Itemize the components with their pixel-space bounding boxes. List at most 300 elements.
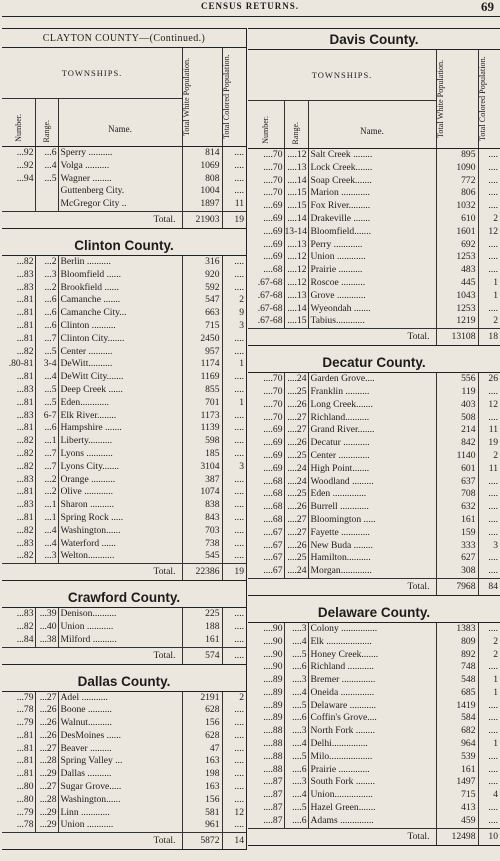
township-name: Sugar Grove..... [58,781,182,794]
township-name: Tabius............ [308,315,436,328]
township-name: Elk River........ [58,410,182,423]
colored-population: .... [488,552,498,564]
total-colored: 10 [478,828,500,845]
table-row [2,294,246,307]
township-number: ....69 [248,239,284,252]
colored-population: 12 [488,225,498,237]
county-section-clinton-county [2,235,246,581]
table-row [248,187,500,200]
white-population: 843 [182,512,222,525]
table-row [2,371,246,384]
colored-population: .... [234,633,244,645]
township-range: ...29 [35,819,58,832]
table-row [248,476,500,489]
white-population: 156 [182,794,222,807]
white-population: 1074 [182,486,222,499]
township-range: ...40 [35,621,58,634]
table-row [2,320,246,333]
township-number: ...82 [2,448,35,461]
white-population: 1069 [182,160,222,173]
table-row [248,251,500,264]
white-population: 3104 [182,461,222,474]
township-range: ...26 [35,730,58,743]
township-number: ....87 [248,815,284,828]
township-range: ....15 [284,315,308,328]
white-population: 1174 [182,358,222,371]
township-range: ....13 [284,162,308,175]
township-name: Grand River....... [308,424,436,437]
township-number: .67-68 [248,315,284,328]
township-range: ...6 [35,294,58,307]
white-population: 548 [436,674,478,687]
township-number: ....67 [248,527,284,540]
township-range: ....6 [284,712,308,725]
white-population: 198 [182,768,222,781]
township-number: ....89 [248,687,284,700]
township-range: ....12 [284,277,308,290]
county-title: Clinton County. [2,235,246,256]
township-number: ...82 [2,435,35,448]
township-number: ...94 [2,173,35,186]
township-name: DesMoines ...... [58,730,182,743]
township-range: ....25 [284,386,308,399]
township-number: .67-68 [248,277,284,290]
township-name: Adams .............. [308,815,436,828]
table-row [248,213,500,226]
table-row [2,198,246,211]
white-population: 663 [182,307,222,320]
township-number: ....89 [248,674,284,687]
township-number: ...92 [2,147,35,160]
column-header [248,50,500,149]
colored-population: .... [234,620,244,632]
total-label: Total. [2,647,182,664]
township-range: ...3 [35,269,58,282]
township-name: Milo.................. [308,751,436,764]
white-population: 1219 [436,315,478,328]
township-range: ....25 [284,552,308,565]
township-number: ....69 [248,463,284,476]
total-white: 574 [182,647,222,664]
header-divider [308,100,309,148]
township-number: ....68 [248,476,284,489]
township-range: ...6 [35,147,58,160]
colored-population: .... [234,435,244,447]
total-white: 7968 [436,578,478,595]
county-title: Crawford County. [2,587,246,608]
table-row [248,386,500,399]
number-label: Number. [261,116,270,144]
white-population-label: Total White Population. [436,59,445,139]
township-name: Grove ............ [308,290,436,303]
total-label: Total. [2,564,182,581]
township-number: ....68 [248,514,284,527]
township-number: ...79 [2,692,35,705]
table-row [2,704,246,717]
township-table [2,256,246,581]
township-name: Hamilton.......... [308,552,436,565]
white-population: 738 [182,538,222,551]
table-row [248,463,500,476]
township-name: Clinton City....... [58,333,182,346]
township-range: ....15 [284,200,308,213]
colored-population: 19 [488,437,498,449]
township-number: ....70 [248,175,284,188]
township-name: Colony ............... [308,623,436,636]
township-range: ....14 [284,213,308,226]
township-range: ...6 [35,422,58,435]
white-population: 403 [436,399,478,412]
colored-population: .... [488,200,498,212]
township-name: Union ........... [58,621,182,634]
township-range: ....24 [284,463,308,476]
total-row [248,578,500,595]
total-label: Total. [248,329,436,346]
colored-population: 11 [488,462,498,474]
table-row [2,730,246,743]
table-row [2,333,246,346]
township-name: Union................ [308,789,436,802]
township-range: ....4 [284,789,308,802]
table-row [2,743,246,756]
colored-population: 3 [239,460,244,472]
total-colored: 19 [222,564,246,581]
county-title: Delaware County. [248,602,500,623]
table-row [248,700,500,713]
table-row [248,239,500,252]
township-range: ....13 [284,239,308,252]
white-population: 163 [182,781,222,794]
table-row [2,147,246,160]
township-number: .67-68 [248,303,284,316]
colored-population: 26 [488,373,498,385]
white-population: 1419 [436,700,478,713]
table-row [2,173,246,186]
white-population: 316 [182,256,222,269]
colored-population: 1 [239,358,244,370]
township-table [2,147,246,229]
township-name: Spring Rock ..... [58,512,182,525]
township-range: ....4 [284,636,308,649]
township-name: Eden .............. [308,488,436,501]
township-range: ....3 [284,674,308,687]
colored-population: .... [488,264,498,276]
total-white: 22386 [182,564,222,581]
township-range: ....24 [284,476,308,489]
township-range: ...28 [35,755,58,768]
colored-population: .... [234,819,244,831]
township-name: Salt Creek ........ [308,149,436,162]
township-number: ....70 [248,187,284,200]
table-row [248,373,500,386]
township-number: ...92 [2,160,35,173]
left-column [2,28,247,850]
table-row [248,315,500,328]
township-range: ...28 [35,794,58,807]
white-population: 1601 [436,226,478,239]
white-population: 508 [436,412,478,425]
colored-population: .... [234,486,244,498]
white-population: 584 [436,712,478,725]
township-name: Brookfield ...... [58,282,182,295]
township-name: Soap Creek....... [308,175,436,188]
colored-population: 1 [493,276,498,288]
township-name: Lyons City....... [58,461,182,474]
township-number: ...81 [2,486,35,499]
township-name: Wagner ........ [58,173,182,186]
table-row [248,649,500,662]
colored-population: 2 [493,635,498,647]
township-range: ...27 [35,781,58,794]
colored-population: 12 [488,398,498,410]
column-header [2,48,246,147]
white-population: 2450 [182,333,222,346]
colored-population: .... [488,814,498,826]
township-number: ...81 [2,768,35,781]
white-population: 806 [436,187,478,200]
white-population: 708 [436,488,478,501]
township-range: ....26 [284,437,308,450]
table-row [2,422,246,435]
colored-population: 3 [493,539,498,551]
table-row [248,501,500,514]
colored-population: .... [234,159,244,171]
white-population: 545 [182,550,222,563]
township-name: Hampshire ....... [58,422,182,435]
township-range: ...7 [35,333,58,346]
township-range: ...3 [35,550,58,563]
table-row [248,450,500,463]
colored-population: 2 [493,449,498,461]
table-row [2,256,246,269]
township-name: Fayette ............ [308,527,436,540]
colored-population: .... [488,776,498,788]
colored-population: .... [488,488,498,500]
total-colored: 14 [222,833,246,850]
white-population: 628 [182,704,222,717]
township-range: ....25 [284,488,308,501]
colored-population: .... [234,717,244,729]
white-population: 632 [436,501,478,514]
white-population: 119 [436,386,478,399]
name-label: Name. [360,126,384,136]
township-range: 3-4 [35,358,58,371]
table-row [2,608,246,621]
township-number: ...81 [2,320,35,333]
white-population: 701 [182,397,222,410]
table-row [2,346,246,359]
table-row [2,692,246,705]
township-range: ....5 [284,802,308,815]
table-row [2,755,246,768]
table-row [248,764,500,777]
township-range: ....27 [284,424,308,437]
colored-population: .... [234,383,244,395]
total-row [248,828,500,845]
colored-population: .... [488,513,498,525]
range-label: Range. [41,119,51,142]
township-name: Orange .......... [58,474,182,487]
white-population: 459 [436,815,478,828]
township-range: ....3 [284,725,308,738]
colored-population: .... [488,161,498,173]
white-population-label: Total White Population. [182,57,191,137]
table-row [2,461,246,474]
township-name: Union ............ [308,251,436,264]
colored-population: .... [234,537,244,549]
colored-population: .... [488,661,498,673]
township-range: ...29 [35,768,58,781]
township-number: ...81 [2,307,35,320]
county-section-delaware-county [248,602,500,846]
colored-population: .... [234,447,244,459]
county-section-clayton-county-continued [2,29,246,229]
township-name: Spring Valley ... [58,755,182,768]
total-label: Total. [2,211,182,228]
white-population: 610 [436,213,478,226]
table-row [2,717,246,730]
township-name: Guttenberg City. [58,185,182,198]
colored-population: 1 [493,674,498,686]
white-population: 842 [436,437,478,450]
township-range: ....5 [284,649,308,662]
table-row [248,226,500,239]
white-population: 483 [436,264,478,277]
white-population: 895 [436,149,478,162]
table-row [248,175,500,188]
township-table [2,608,246,664]
township-name: Elk ................... [308,636,436,649]
township-name: Eden............ [58,397,182,410]
white-population: 627 [436,552,478,565]
township-name: Linn ............ [58,807,182,820]
township-name: Walnut.......... [58,717,182,730]
township-range: ....6 [284,815,308,828]
colored-population: .... [488,238,498,250]
township-number: ....88 [248,751,284,764]
colored-population: 2 [239,691,244,703]
township-name: Camanche City... [58,307,182,320]
colored-population: 11 [488,424,498,436]
township-range: ...27 [35,743,58,756]
township-number: ...81 [2,371,35,384]
white-population: 2191 [182,692,222,705]
township-number: ....70 [248,399,284,412]
township-number: ...81 [2,743,35,756]
colored-population: 1 [239,396,244,408]
colored-population: .... [488,526,498,538]
township-number: ...83 [2,499,35,512]
header-divider [58,98,59,146]
township-name: Milford .......... [58,634,182,647]
county-section-davis-county [248,29,500,346]
total-colored: 18 [478,329,500,346]
township-range [35,198,58,211]
colored-population: .... [234,524,244,536]
table-row [2,525,246,538]
white-population: 682 [436,725,478,738]
colored-population: .... [234,781,244,793]
colored-population: .... [488,174,498,186]
colored-population: .... [234,345,244,357]
colored-population: .... [488,763,498,775]
colored-population-label: Total Colored Population. [222,54,231,140]
white-population: 1140 [436,450,478,463]
township-number: ....69 [248,213,284,226]
table-row [248,661,500,674]
table-row [248,264,500,277]
county-title: CLAYTON COUNTY—(Continued.) [2,29,246,48]
township-name: Prairie .......... [308,264,436,277]
colored-population-label: Total Colored Population. [478,56,487,142]
white-population: 1032 [436,200,478,213]
total-white: 21903 [182,211,222,228]
table-row [2,781,246,794]
total-colored: 19 [222,211,246,228]
colored-population: .... [234,755,244,767]
township-name: Lyons ........... [58,448,182,461]
white-population: 838 [182,499,222,512]
township-number: ...78 [2,704,35,717]
township-range: ....24 [284,373,308,386]
township-number: ...83 [2,474,35,487]
table-row [2,621,246,634]
table-row [2,307,246,320]
total-white: 13108 [436,329,478,346]
township-name: High Point....... [308,463,436,476]
township-number: ...81 [2,512,35,525]
township-name: Dallas .......... [58,768,182,781]
colored-population: .... [488,699,498,711]
township-name: Olive ............ [58,486,182,499]
white-population: 601 [436,463,478,476]
township-range: ....3 [284,623,308,636]
township-name: Berlin .......... [58,256,182,269]
township-range: ...2 [35,256,58,269]
table-row [248,623,500,636]
county-section-dallas-county [2,671,246,851]
township-number: ...83 [2,538,35,551]
township-range: ....26 [284,540,308,553]
township-range: ...2 [35,282,58,295]
township-name: Washington...... [58,794,182,807]
township-number: ....89 [248,700,284,713]
colored-population: 2 [493,648,498,660]
township-number: ...81 [2,755,35,768]
township-number: ...81 [2,422,35,435]
township-name: Denison.......... [58,608,182,621]
township-range: ...2 [35,474,58,487]
white-population: 920 [182,269,222,282]
white-population: 387 [182,474,222,487]
total-label: Total. [2,833,182,850]
township-range: ....15 [284,187,308,200]
township-name: Sperry .......... [58,147,182,160]
range-label: Range. [291,121,300,144]
colored-population: .... [488,411,498,423]
colored-population: 1 [493,289,498,301]
township-range: ...7 [35,448,58,461]
township-name: Hazel Green....... [308,802,436,815]
colored-population: 2 [493,212,498,224]
table-row [2,185,246,198]
colored-population: .... [234,742,244,754]
township-range: ....4 [284,687,308,700]
township-range: ....6 [284,764,308,777]
township-range: ....24 [284,565,308,578]
total-white: 12498 [436,828,478,845]
total-white: 5872 [182,833,222,850]
